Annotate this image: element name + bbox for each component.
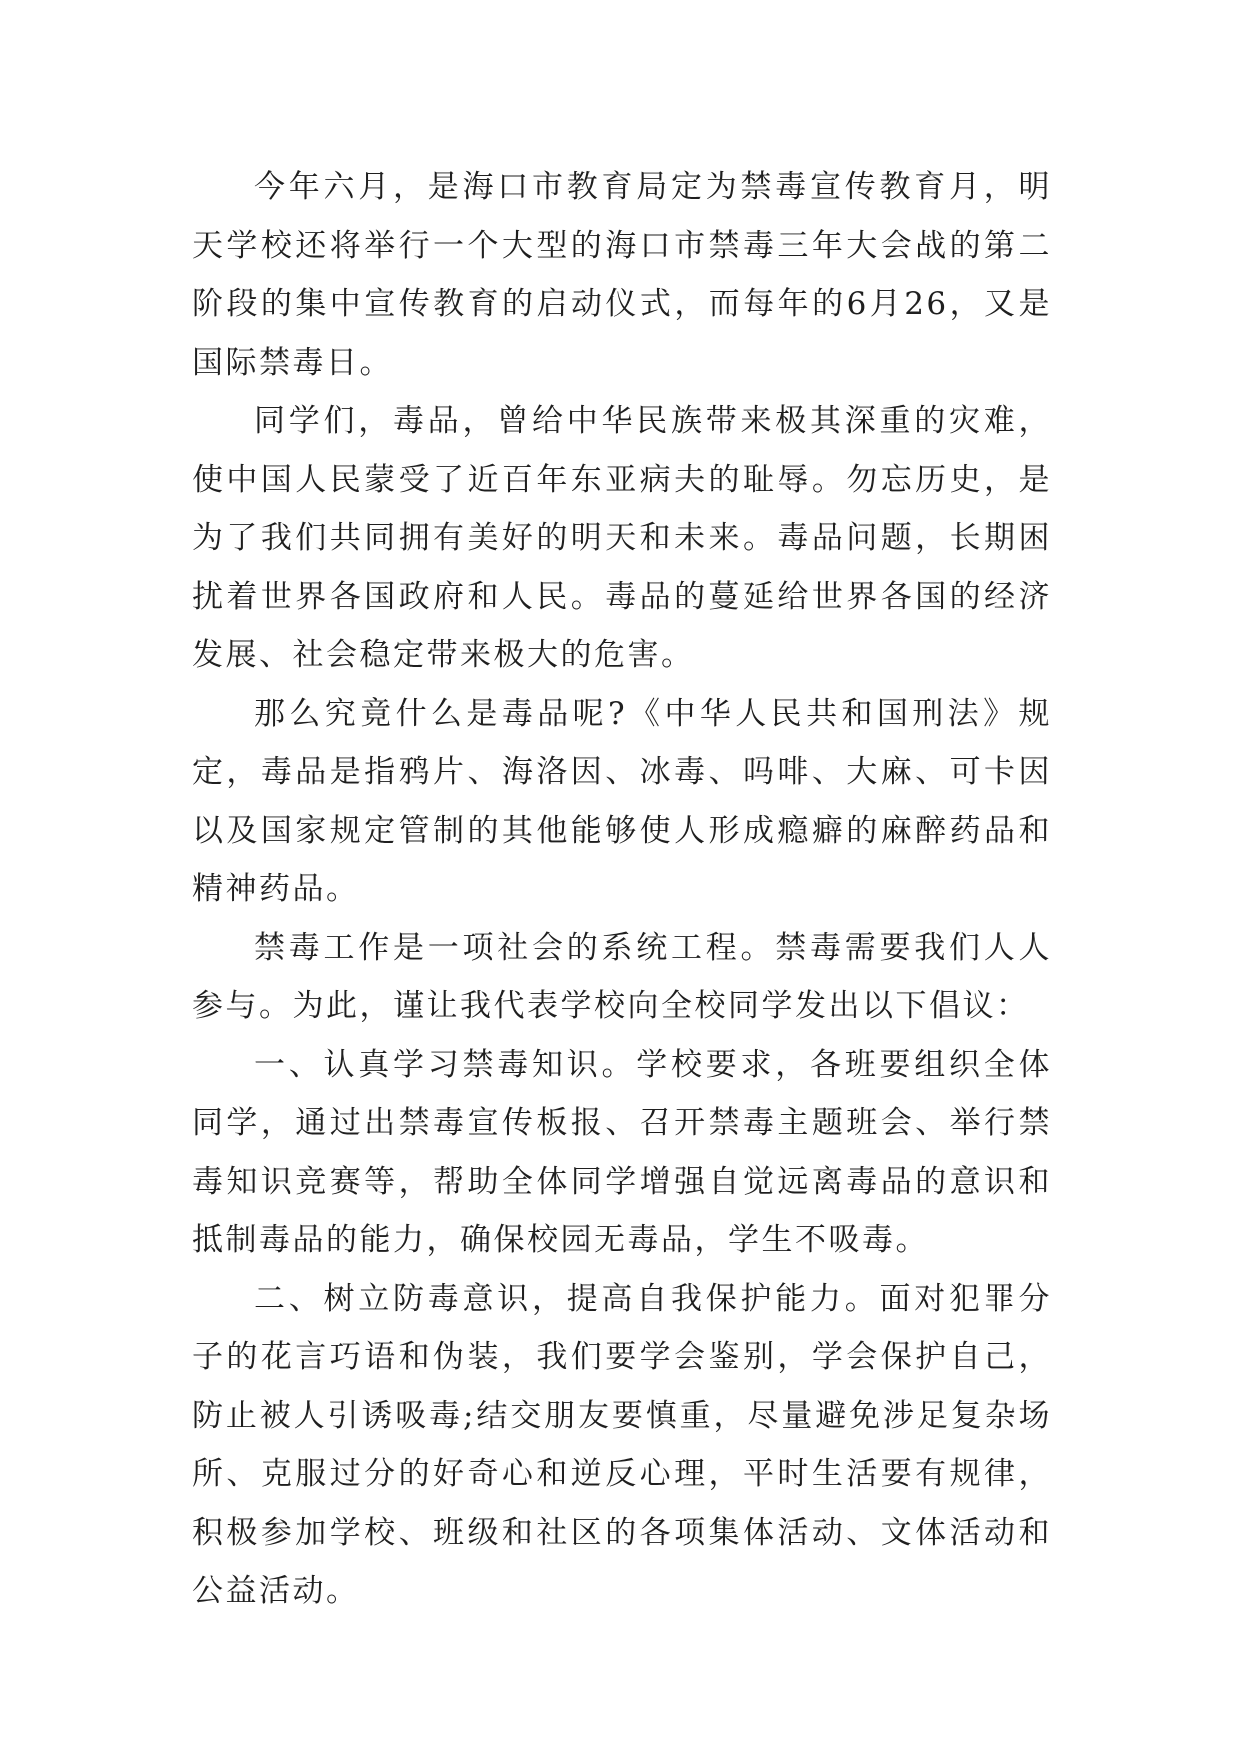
paragraph-initiative-intro: 禁毒工作是一项社会的系统工程。禁毒需要我们人人参与。为此，谨让我代表学校向全校同学发出以下倡议： [192, 929, 1052, 1024]
paragraph-initiative-two: 二、树立防毒意识，提高自我保护能力。面对犯罪分子的花言巧语和伪装，我们要学会鉴别，学会保护自己，防止被人引诱吸毒;结交朋友要慎重，尽量避免涉足复杂场所、克服过分的好奇心和逆反心理，平时生活要有规律，积极参加学校、班级和社区的各项集体活动、文体活动和公益活动。 [192, 1280, 1052, 1609]
paragraph-initiative-one: 一、认真学习禁毒知识。学校要求，各班要组织全体同学，通过出禁毒宣传板报、召开禁毒主题班会、举行禁毒知识竞赛等，帮助全体同学增强自觉远离毒品的意识和抵制毒品的能力，确保校园无毒品，学生不吸毒。 [192, 1046, 1052, 1258]
paragraph-history-of-drugs: 同学们，毒品，曾给中华民族带来极其深重的灾难，使中国人民蒙受了近百年东亚病夫的耻辱。勿忘历史，是为了我们共同拥有美好的明天和未来。毒品问题，长期困扰着世界各国政府和人民。毒品的蔓延给世界各国的经济发展、社会稳定带来极大的危害。 [192, 403, 1052, 673]
paragraph-definition-of-drugs: 那么究竟什么是毒品呢?《中华人民共和国刑法》规定，毒品是指鸦片、海洛因、冰毒、吗啡、大麻、可卡因以及国家规定管制的其他能够使人形成瘾癖的麻醉药品和精神药品。 [192, 695, 1052, 907]
document-body [192, 158, 1052, 1621]
paragraph-drug-awareness-month: 今年六月，是海口市教育局定为禁毒宣传教育月，明天学校还将举行一个大型的海口市禁毒三年大会战的第二阶段的集中宣传教育的启动仪式，而每年的6月26，又是国际禁毒日。 [192, 169, 1052, 381]
